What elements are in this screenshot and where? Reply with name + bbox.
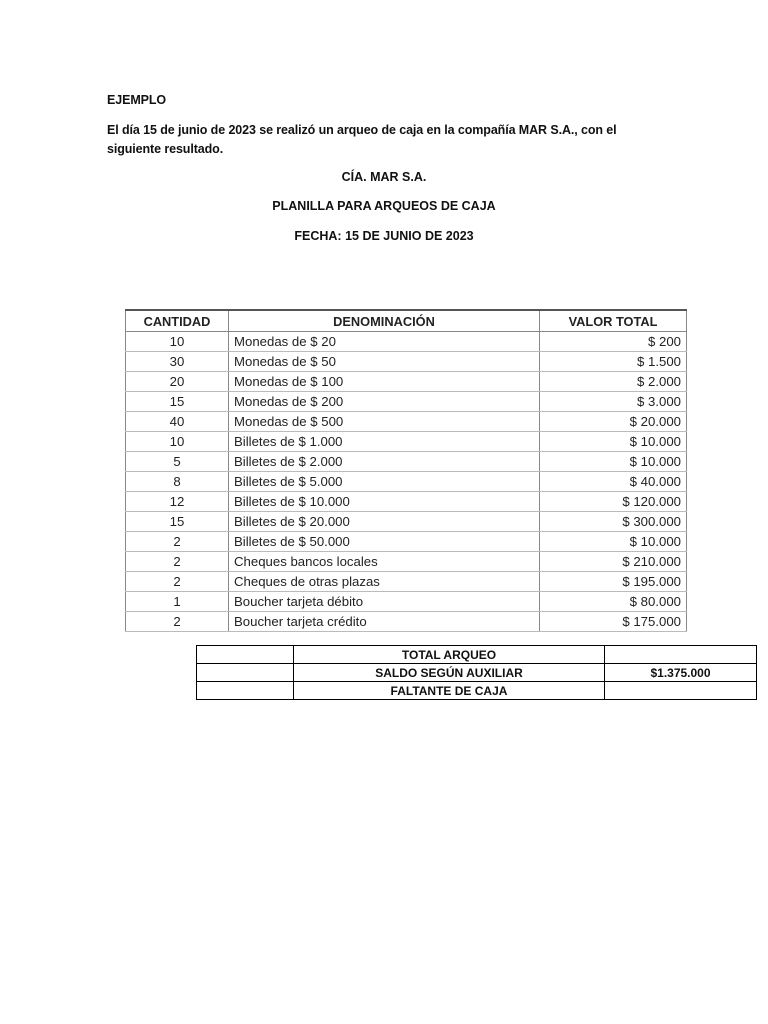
cell-cantidad: 20 [126, 372, 229, 392]
cell-valor-total: $ 40.000 [540, 472, 687, 492]
cell-valor-total: $ 20.000 [540, 412, 687, 432]
arqueo-table [125, 309, 687, 632]
intro-paragraph: El día 15 de junio de 2023 se realizó un arqueo de caja en la compañía MAR S.A., con el siguiente resultado. [107, 123, 617, 156]
cell-denominacion: Monedas de $ 50 [229, 352, 540, 372]
header-cantidad: CANTIDAD [126, 310, 229, 332]
cell-valor-total: $ 80.000 [540, 592, 687, 612]
cell-cantidad: 5 [126, 452, 229, 472]
cell-cantidad: 10 [126, 432, 229, 452]
cell-cantidad: 1 [126, 592, 229, 612]
cell-denominacion: Cheques bancos locales [229, 552, 540, 572]
summary-row [197, 664, 757, 682]
cell-cantidad: 12 [126, 492, 229, 512]
cell-denominacion: Boucher tarjeta crédito [229, 612, 540, 632]
header-denominacion: DENOMINACIÓN [229, 310, 540, 332]
cell-cantidad: 2 [126, 532, 229, 552]
cell-valor-total: $ 195.000 [540, 572, 687, 592]
cell-denominacion: Billetes de $ 50.000 [229, 532, 540, 552]
summary-value [605, 646, 757, 664]
table-row [126, 552, 687, 572]
cell-denominacion: Monedas de $ 20 [229, 332, 540, 352]
summary-blank-cell [197, 646, 294, 664]
table-row [126, 392, 687, 412]
table-row [126, 492, 687, 512]
cell-cantidad: 2 [126, 612, 229, 632]
cell-cantidad: 2 [126, 572, 229, 592]
table-row [126, 512, 687, 532]
header-valor-total: VALOR TOTAL [540, 310, 687, 332]
cell-cantidad: 8 [126, 472, 229, 492]
summary-label: SALDO SEGÚN AUXILIAR [294, 664, 605, 682]
cell-valor-total: $ 120.000 [540, 492, 687, 512]
cell-valor-total: $ 3.000 [540, 392, 687, 412]
table-row [126, 372, 687, 392]
cell-valor-total: $ 175.000 [540, 612, 687, 632]
cell-denominacion: Boucher tarjeta débito [229, 592, 540, 612]
cell-valor-total: $ 10.000 [540, 432, 687, 452]
summary-table [196, 645, 757, 700]
cell-cantidad: 30 [126, 352, 229, 372]
date-title: FECHA: 15 DE JUNIO DE 2023 [294, 229, 474, 243]
cell-denominacion: Billetes de $ 2.000 [229, 452, 540, 472]
summary-row [197, 682, 757, 700]
cell-valor-total: $ 300.000 [540, 512, 687, 532]
table-row [126, 352, 687, 372]
planilla-title: PLANILLA PARA ARQUEOS DE CAJA [272, 199, 496, 213]
cell-cantidad: 10 [126, 332, 229, 352]
cell-cantidad: 15 [126, 392, 229, 412]
table-row [126, 572, 687, 592]
table-row [126, 472, 687, 492]
cell-valor-total: $ 10.000 [540, 452, 687, 472]
summary-value [605, 682, 757, 700]
cell-denominacion: Monedas de $ 100 [229, 372, 540, 392]
example-heading: EJEMPLO [107, 93, 167, 107]
cell-valor-total: $ 2.000 [540, 372, 687, 392]
cell-valor-total: $ 210.000 [540, 552, 687, 572]
company-title: CÍA. MAR S.A. [341, 170, 427, 184]
cell-cantidad: 2 [126, 552, 229, 572]
cell-denominacion: Billetes de $ 5.000 [229, 472, 540, 492]
table-row [126, 412, 687, 432]
table-row [126, 592, 687, 612]
cell-valor-total: $ 200 [540, 332, 687, 352]
summary-value: $1.375.000 [605, 664, 757, 682]
cell-cantidad: 40 [126, 412, 229, 432]
summary-blank-cell [197, 682, 294, 700]
cell-valor-total: $ 10.000 [540, 532, 687, 552]
cell-denominacion: Monedas de $ 500 [229, 412, 540, 432]
table-row [126, 532, 687, 552]
cell-cantidad: 15 [126, 512, 229, 532]
table-row [126, 332, 687, 352]
table-row [126, 452, 687, 472]
cell-denominacion: Billetes de $ 1.000 [229, 432, 540, 452]
cell-valor-total: $ 1.500 [540, 352, 687, 372]
cell-denominacion: Billetes de $ 20.000 [229, 512, 540, 532]
cell-denominacion: Billetes de $ 10.000 [229, 492, 540, 512]
cell-denominacion: Monedas de $ 200 [229, 392, 540, 412]
summary-blank-cell [197, 664, 294, 682]
summary-label: FALTANTE DE CAJA [294, 682, 605, 700]
cell-denominacion: Cheques de otras plazas [229, 572, 540, 592]
table-row [126, 612, 687, 632]
summary-row [197, 646, 757, 664]
table-header-row [126, 310, 687, 332]
summary-label: TOTAL ARQUEO [294, 646, 605, 664]
table-row [126, 432, 687, 452]
